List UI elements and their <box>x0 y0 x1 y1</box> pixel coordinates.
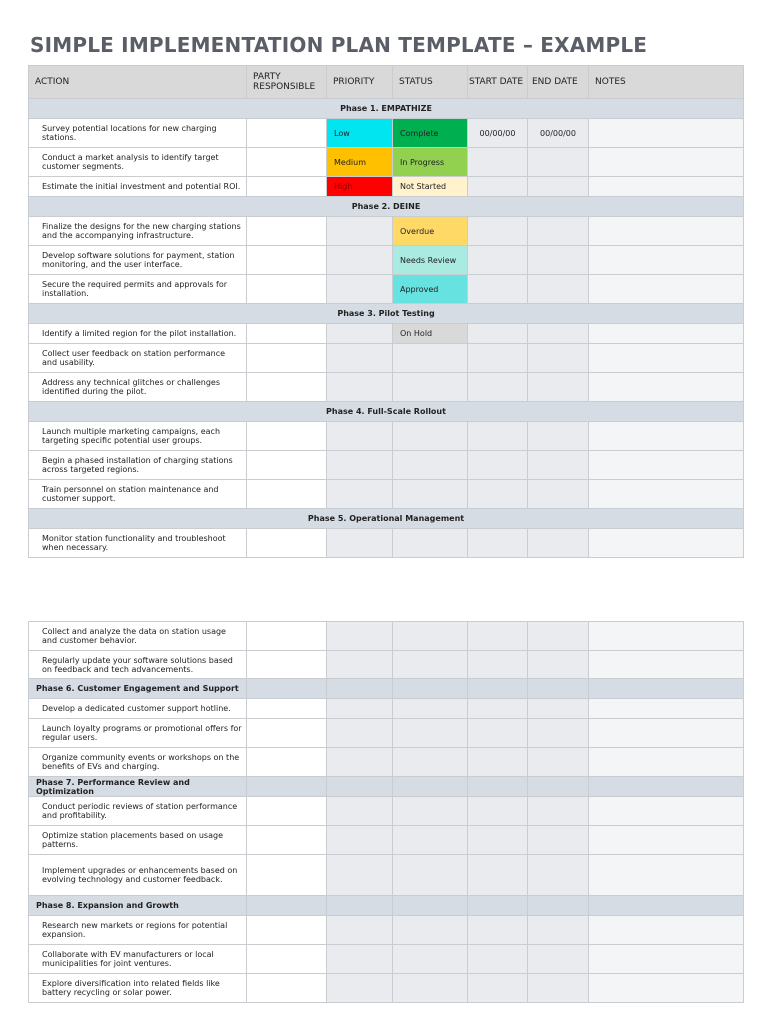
action-cell[interactable]: Collect user feedback on station performance and usability. <box>29 344 247 373</box>
status-cell[interactable] <box>393 748 468 777</box>
phase-cell <box>468 777 528 797</box>
table-row <box>29 916 744 945</box>
phase-label: Phase 5. Operational Management <box>29 509 744 529</box>
start-date-cell[interactable] <box>468 945 528 974</box>
priority-cell[interactable] <box>327 217 393 246</box>
table-row <box>29 974 744 1003</box>
party-cell[interactable] <box>247 119 327 148</box>
header-notes: NOTES <box>589 66 744 99</box>
priority-cell[interactable] <box>327 622 393 651</box>
notes-cell[interactable] <box>589 945 744 974</box>
table-row <box>29 855 744 896</box>
notes-cell[interactable] <box>589 529 744 558</box>
table-row <box>29 480 744 509</box>
start-date-cell[interactable] <box>468 651 528 679</box>
phase-cell <box>589 679 744 699</box>
party-cell[interactable] <box>247 373 327 402</box>
status-cell[interactable] <box>393 797 468 826</box>
start-date-cell[interactable] <box>468 344 528 373</box>
phase-cell <box>247 777 327 797</box>
start-date-cell[interactable] <box>468 748 528 777</box>
table-row <box>29 826 744 855</box>
phase-row <box>29 896 744 916</box>
priority-cell[interactable] <box>327 451 393 480</box>
end-date-cell[interactable] <box>528 373 589 402</box>
notes-cell[interactable] <box>589 651 744 679</box>
phase-row <box>29 777 744 797</box>
start-date-cell[interactable] <box>468 699 528 719</box>
notes-cell[interactable] <box>589 217 744 246</box>
party-cell[interactable] <box>247 974 327 1003</box>
table-row <box>29 748 744 777</box>
notes-cell[interactable] <box>589 275 744 304</box>
header-party-responsible: PARTY RESPONSIBLE <box>247 66 327 99</box>
action-cell[interactable]: Conduct a market analysis to identify target customer segments. <box>29 148 247 177</box>
notes-cell[interactable] <box>589 422 744 451</box>
end-date-cell[interactable] <box>528 622 589 651</box>
phase-cell <box>327 679 393 699</box>
table-row <box>29 797 744 826</box>
phase-label: Phase 4. Full-Scale Rollout <box>29 402 744 422</box>
page-title: SIMPLE IMPLEMENTATION PLAN TEMPLATE – EXAMPLE <box>30 33 648 57</box>
party-cell[interactable] <box>247 422 327 451</box>
end-date-cell[interactable] <box>528 177 589 197</box>
notes-cell[interactable] <box>589 699 744 719</box>
notes-cell[interactable] <box>589 177 744 197</box>
notes-cell[interactable] <box>589 748 744 777</box>
status-cell[interactable] <box>393 699 468 719</box>
action-cell[interactable]: Develop software solutions for payment, station monitoring, and the user interface. <box>29 246 247 275</box>
table-row <box>29 529 744 558</box>
action-cell[interactable]: Conduct periodic reviews of station performance and profitability. <box>29 797 247 826</box>
party-cell[interactable] <box>247 945 327 974</box>
party-cell[interactable] <box>247 480 327 509</box>
status-cell[interactable] <box>393 916 468 945</box>
end-date-cell[interactable] <box>528 916 589 945</box>
party-cell[interactable] <box>247 826 327 855</box>
action-cell[interactable]: Organize community events or workshops on the benefits of EVs and charging. <box>29 748 247 777</box>
action-cell[interactable]: Secure the required permits and approvals for installation. <box>29 275 247 304</box>
start-date-cell[interactable] <box>468 622 528 651</box>
action-cell[interactable]: Launch multiple marketing campaigns, each targeting specific potential user groups. <box>29 422 247 451</box>
action-cell[interactable]: Survey potential locations for new charging stations. <box>29 119 247 148</box>
priority-cell[interactable] <box>327 373 393 402</box>
table-row <box>29 451 744 480</box>
action-cell[interactable]: Launch loyalty programs or promotional offers for regular users. <box>29 719 247 748</box>
table-row <box>29 373 744 402</box>
end-date-cell[interactable] <box>528 344 589 373</box>
party-cell[interactable] <box>247 719 327 748</box>
party-cell[interactable] <box>247 148 327 177</box>
priority-cell[interactable] <box>327 699 393 719</box>
table-row <box>29 119 744 148</box>
phase-cell <box>589 777 744 797</box>
party-cell[interactable] <box>247 451 327 480</box>
notes-cell[interactable] <box>589 855 744 896</box>
notes-cell[interactable] <box>589 148 744 177</box>
phase-label: Phase 8. Expansion and Growth <box>29 896 247 916</box>
table-row <box>29 324 744 344</box>
table-row <box>29 651 744 679</box>
status-cell[interactable] <box>393 373 468 402</box>
start-date-cell[interactable] <box>468 480 528 509</box>
priority-cell[interactable] <box>327 422 393 451</box>
start-date-cell[interactable] <box>468 422 528 451</box>
priority-cell[interactable] <box>327 651 393 679</box>
action-cell[interactable]: Monitor station functionality and troubleshoot when necessary. <box>29 529 247 558</box>
action-cell[interactable]: Develop a dedicated customer support hotline. <box>29 699 247 719</box>
end-date-cell[interactable] <box>528 480 589 509</box>
priority-cell[interactable] <box>327 529 393 558</box>
start-date-cell[interactable] <box>468 451 528 480</box>
action-cell[interactable]: Collect and analyze the data on station usage and customer behavior. <box>29 622 247 651</box>
status-cell[interactable] <box>393 451 468 480</box>
header-start-date: START DATE <box>468 66 528 99</box>
action-cell[interactable]: Regularly update your software solutions based on feedback and tech advancements. <box>29 651 247 679</box>
start-date-cell[interactable] <box>468 246 528 275</box>
start-date-cell[interactable] <box>468 177 528 197</box>
phase-cell <box>468 679 528 699</box>
phase-cell <box>528 777 589 797</box>
table-row <box>29 945 744 974</box>
end-date-cell[interactable] <box>528 974 589 1003</box>
party-cell[interactable] <box>247 748 327 777</box>
start-date-cell[interactable] <box>468 217 528 246</box>
priority-cell[interactable] <box>327 826 393 855</box>
status-cell[interactable] <box>393 529 468 558</box>
notes-cell[interactable] <box>589 451 744 480</box>
priority-cell[interactable] <box>327 855 393 896</box>
phase-cell <box>589 896 744 916</box>
table-row <box>29 422 744 451</box>
status-cell[interactable] <box>393 622 468 651</box>
end-date-cell[interactable] <box>528 275 589 304</box>
priority-cell[interactable] <box>327 719 393 748</box>
notes-cell[interactable] <box>589 622 744 651</box>
end-date-cell[interactable] <box>528 855 589 896</box>
priority-cell[interactable] <box>327 945 393 974</box>
header-action: ACTION <box>29 66 247 99</box>
party-cell[interactable] <box>247 344 327 373</box>
header-status: STATUS <box>393 66 468 99</box>
start-date-cell[interactable] <box>468 324 528 344</box>
start-date-cell[interactable] <box>468 719 528 748</box>
action-cell[interactable]: Finalize the designs for the new charging stations and the accompanying infrastructure. <box>29 217 247 246</box>
status-cell[interactable]: Not Started <box>393 177 468 197</box>
start-date-cell[interactable] <box>468 529 528 558</box>
end-date-cell[interactable] <box>528 945 589 974</box>
phase-cell <box>528 679 589 699</box>
priority-cell[interactable] <box>327 916 393 945</box>
priority-cell[interactable]: Medium <box>327 148 393 177</box>
phase-cell <box>468 896 528 916</box>
end-date-cell[interactable] <box>528 324 589 344</box>
start-date-cell[interactable] <box>468 275 528 304</box>
start-date-cell[interactable] <box>468 826 528 855</box>
priority-cell[interactable] <box>327 748 393 777</box>
priority-cell[interactable] <box>327 344 393 373</box>
header-end-date: END DATE <box>528 66 589 99</box>
phase-label: Phase 6. Customer Engagement and Support <box>29 679 247 699</box>
priority-cell[interactable] <box>327 324 393 344</box>
priority-cell[interactable] <box>327 275 393 304</box>
action-cell[interactable]: Identify a limited region for the pilot installation. <box>29 324 247 344</box>
end-date-cell[interactable] <box>528 529 589 558</box>
status-cell[interactable]: In Progress <box>393 148 468 177</box>
end-date-cell[interactable] <box>528 246 589 275</box>
table-row <box>29 719 744 748</box>
action-cell[interactable]: Train personnel on station maintenance and customer support. <box>29 480 247 509</box>
end-date-cell[interactable] <box>528 217 589 246</box>
end-date-cell[interactable] <box>528 826 589 855</box>
phase-row <box>29 509 744 529</box>
table-row <box>29 344 744 373</box>
end-date-cell[interactable] <box>528 719 589 748</box>
end-date-cell[interactable]: 00/00/00 <box>528 119 589 148</box>
status-cell[interactable] <box>393 826 468 855</box>
end-date-cell[interactable] <box>528 451 589 480</box>
table-row <box>29 148 744 177</box>
status-cell[interactable] <box>393 422 468 451</box>
notes-cell[interactable] <box>589 246 744 275</box>
status-cell[interactable] <box>393 855 468 896</box>
header-row <box>29 66 744 99</box>
phase-cell <box>393 777 468 797</box>
notes-cell[interactable] <box>589 797 744 826</box>
table-row <box>29 699 744 719</box>
party-cell[interactable] <box>247 246 327 275</box>
action-cell[interactable]: Address any technical glitches or challenges identified during the pilot. <box>29 373 247 402</box>
start-date-cell[interactable]: 00/00/00 <box>468 119 528 148</box>
party-cell[interactable] <box>247 275 327 304</box>
end-date-cell[interactable] <box>528 148 589 177</box>
status-cell[interactable]: Complete <box>393 119 468 148</box>
notes-cell[interactable] <box>589 344 744 373</box>
priority-cell[interactable] <box>327 797 393 826</box>
party-cell[interactable] <box>247 177 327 197</box>
start-date-cell[interactable] <box>468 916 528 945</box>
status-cell[interactable] <box>393 974 468 1003</box>
party-cell[interactable] <box>247 529 327 558</box>
plan-table-page-1 <box>28 65 744 558</box>
notes-cell[interactable] <box>589 373 744 402</box>
priority-cell[interactable] <box>327 480 393 509</box>
phase-row <box>29 304 744 324</box>
phase-row <box>29 679 744 699</box>
end-date-cell[interactable] <box>528 422 589 451</box>
phase-label: Phase 3. Pilot Testing <box>29 304 744 324</box>
phase-label: Phase 2. DEINE <box>29 197 744 217</box>
table-row <box>29 622 744 651</box>
start-date-cell[interactable] <box>468 148 528 177</box>
header-priority: PRIORITY <box>327 66 393 99</box>
priority-cell[interactable]: Low <box>327 119 393 148</box>
status-cell[interactable]: Needs Review <box>393 246 468 275</box>
table-row <box>29 246 744 275</box>
phase-cell <box>327 777 393 797</box>
end-date-cell[interactable] <box>528 651 589 679</box>
party-cell[interactable] <box>247 651 327 679</box>
table-row <box>29 217 744 246</box>
status-cell[interactable] <box>393 480 468 509</box>
notes-cell[interactable] <box>589 916 744 945</box>
status-cell[interactable]: On Hold <box>393 324 468 344</box>
table-row <box>29 177 744 197</box>
action-cell[interactable]: Research new markets or regions for potential expansion. <box>29 916 247 945</box>
action-cell[interactable]: Begin a phased installation of charging stations across targeted regions. <box>29 451 247 480</box>
table-row <box>29 275 744 304</box>
action-cell[interactable]: Collaborate with EV manufacturers or local municipalities for joint ventures. <box>29 945 247 974</box>
party-cell[interactable] <box>247 916 327 945</box>
status-cell[interactable] <box>393 344 468 373</box>
start-date-cell[interactable] <box>468 974 528 1003</box>
plan-table-page-2 <box>28 621 744 1003</box>
party-cell[interactable] <box>247 622 327 651</box>
phase-row <box>29 197 744 217</box>
phase-label: Phase 7. Performance Review and Optimization <box>29 777 247 797</box>
status-cell[interactable] <box>393 945 468 974</box>
priority-cell[interactable] <box>327 974 393 1003</box>
notes-cell[interactable] <box>589 119 744 148</box>
notes-cell[interactable] <box>589 719 744 748</box>
status-cell[interactable]: Overdue <box>393 217 468 246</box>
end-date-cell[interactable] <box>528 748 589 777</box>
action-cell[interactable]: Explore diversification into related fields like battery recycling or solar power. <box>29 974 247 1003</box>
start-date-cell[interactable] <box>468 797 528 826</box>
phase-cell <box>528 896 589 916</box>
priority-cell[interactable] <box>327 246 393 275</box>
phase-cell <box>393 679 468 699</box>
party-cell[interactable] <box>247 797 327 826</box>
phase-row <box>29 402 744 422</box>
notes-cell[interactable] <box>589 324 744 344</box>
status-cell[interactable] <box>393 719 468 748</box>
phase-label: Phase 1. EMPATHIZE <box>29 99 744 119</box>
phase-cell <box>393 896 468 916</box>
end-date-cell[interactable] <box>528 699 589 719</box>
action-cell[interactable]: Estimate the initial investment and potential ROI. <box>29 177 247 197</box>
end-date-cell[interactable] <box>528 797 589 826</box>
phase-cell <box>247 679 327 699</box>
party-cell[interactable] <box>247 699 327 719</box>
notes-cell[interactable] <box>589 826 744 855</box>
party-cell[interactable] <box>247 855 327 896</box>
action-cell[interactable]: Optimize station placements based on usage patterns. <box>29 826 247 855</box>
status-cell[interactable] <box>393 651 468 679</box>
party-cell[interactable] <box>247 217 327 246</box>
party-cell[interactable] <box>247 324 327 344</box>
phase-row <box>29 99 744 119</box>
notes-cell[interactable] <box>589 480 744 509</box>
start-date-cell[interactable] <box>468 855 528 896</box>
start-date-cell[interactable] <box>468 373 528 402</box>
phase-cell <box>247 896 327 916</box>
action-cell[interactable]: Implement upgrades or enhancements based on evolving technology and customer feedback. <box>29 855 247 896</box>
phase-cell <box>327 896 393 916</box>
priority-cell[interactable]: High <box>327 177 393 197</box>
status-cell[interactable]: Approved <box>393 275 468 304</box>
notes-cell[interactable] <box>589 974 744 1003</box>
